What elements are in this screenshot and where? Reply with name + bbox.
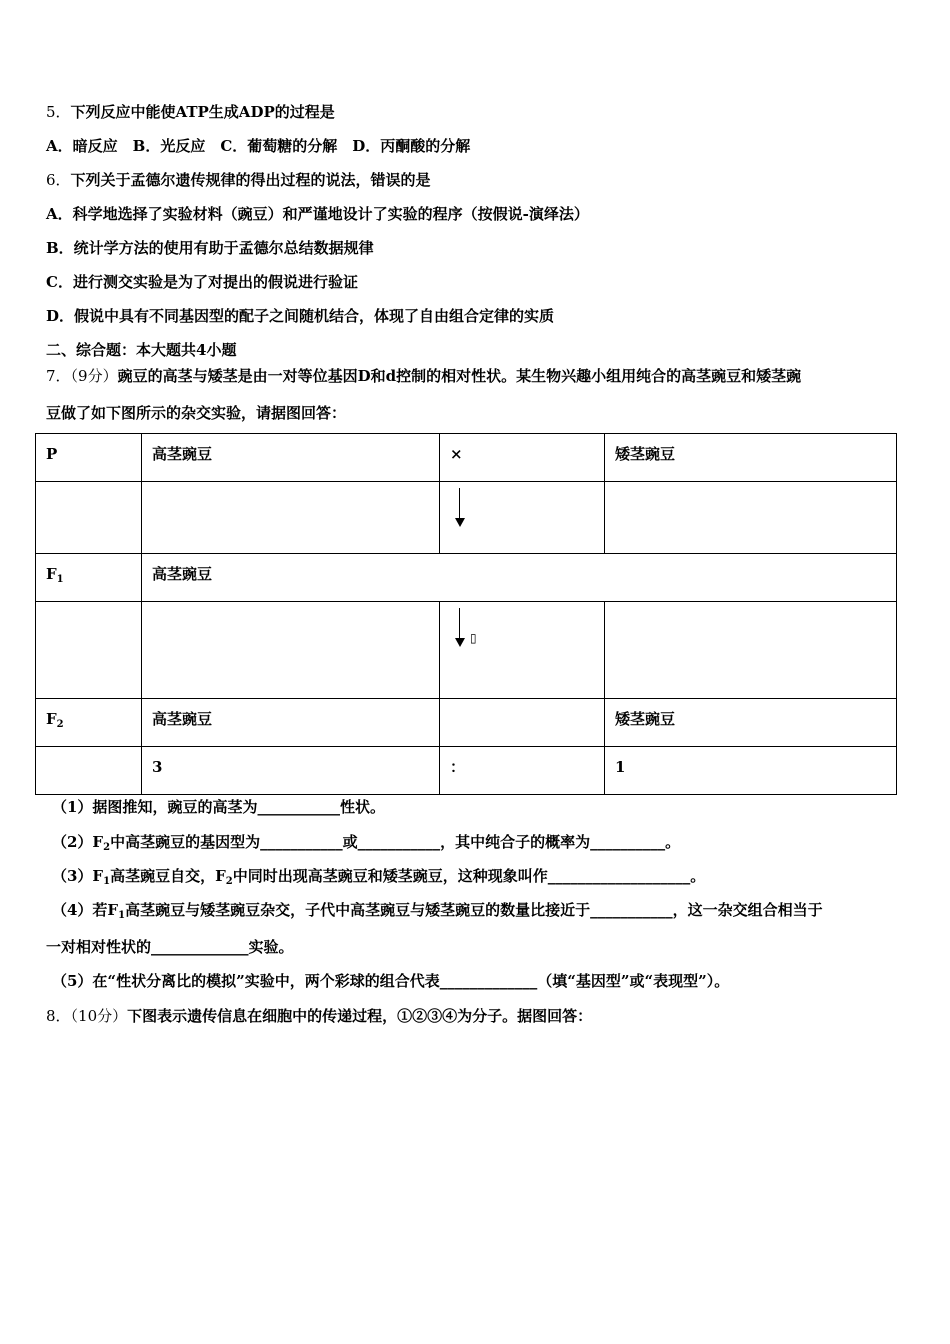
parent-label: P — [36, 434, 142, 482]
parent-short: 矮茎豌豆 — [605, 434, 897, 482]
q7-sub-4: （4）若$F_1$高茎豌豆与矮茎豌豆杂交，子代中高茎豌豆与矮茎豌豆的数量比接近于___________，这一杂交组合相当于 — [52, 901, 823, 921]
cross-symbol: × — [440, 434, 605, 482]
q7-sub-1: （1）据图推知，豌豆的高茎为___________性状。 — [52, 798, 385, 816]
f2-tall: 高茎豌豆 — [142, 699, 440, 747]
cross-diagram-table — [35, 433, 897, 795]
self-cross-mark: ▯ — [470, 631, 477, 645]
q6-stem: 6．下列关于孟德尔遗传规律的得出过程的说法，错误的是 — [46, 171, 431, 189]
q6-option-c: C．进行测交实验是为了对提出的假说进行验证 — [46, 273, 358, 291]
f1-tall: 高茎豌豆 — [142, 554, 897, 602]
f1-label: $F_1$ — [36, 554, 142, 602]
parent-row — [36, 434, 897, 482]
q7-sub-4-cont: 一对相对性状的_____________实验。 — [46, 938, 294, 956]
ratio-right: 1 — [605, 747, 897, 795]
q7-sub-5: （5）在“性状分离比的模拟”实验中，两个彩球的组合代表_____________（填“基因型”或“表现型”）。 — [52, 972, 730, 990]
f2-short: 矮茎豌豆 — [605, 699, 897, 747]
down-arrow-icon — [450, 612, 454, 648]
arrow-row-2 — [36, 602, 897, 699]
q7-sub-2: $(2)F_2$中高茎豌豆的基因型为___________或___________，其中纯合子的概率为__________。 — [52, 833, 681, 853]
q7-sub-3: $(3)F_1$高茎豌豆自交，$F_2$中同时出现高茎豌豆和矮茎豌豆，这种现象叫作___________________。 — [52, 867, 706, 887]
f1-row — [36, 554, 897, 602]
q8-stem: 8．（10分）下图表示遗传信息在细胞中的传递过程，①②③④为分子。据图回答： — [46, 1007, 593, 1025]
q6-option-a: A．科学地选择了实验材料（豌豆）和严谨地设计了实验的程序（按假说-演绎法） — [46, 205, 589, 223]
q6-option-b: B．统计学方法的使用有助于孟德尔总结数据规律 — [46, 239, 374, 257]
f2-label: $F_2$ — [36, 699, 142, 747]
q7-stem: 7．（9分）豌豆的高茎与矮茎是由一对等位基因D和d控制的相对性状。某生物兴趣小组用纯合的高茎豌豆和矮茎豌 — [46, 367, 802, 385]
q5-stem: 5．下列反应中能使ATP生成ADP的过程是 — [46, 103, 335, 121]
section-heading: 二、综合题：本大题共4小题 — [46, 341, 237, 359]
q6-option-d: D．假说中具有不同基因型的配子之间随机结合，体现了自由组合定律的实质 — [46, 307, 555, 325]
ratio-row — [36, 747, 897, 795]
q7-stem-cont: 豆做了如下图所示的杂交实验，请据图回答： — [46, 404, 347, 422]
ratio-colon: ： — [440, 747, 605, 795]
q5-options: A．暗反应 B．光反应 C．葡萄糖的分解 D．丙酮酸的分解 — [46, 137, 471, 155]
down-arrow-icon — [450, 492, 454, 528]
arrow-row-1 — [36, 482, 897, 554]
parent-tall: 高茎豌豆 — [142, 434, 440, 482]
f2-row — [36, 699, 897, 747]
ratio-left: 3 — [142, 747, 440, 795]
